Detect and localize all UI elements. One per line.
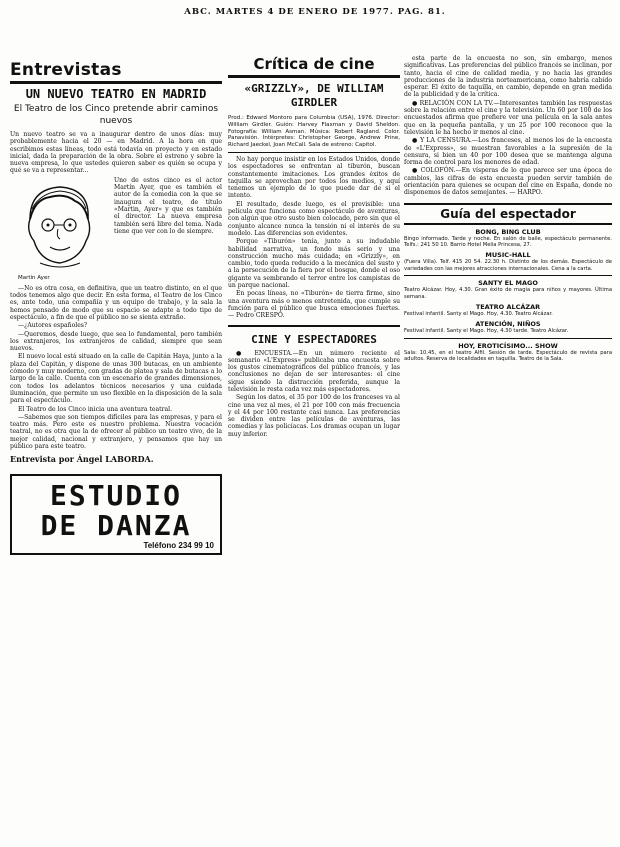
portrait-drawing bbox=[10, 179, 108, 273]
film-headline: «GRIZZLY», DE WILLIAM GIRDLER bbox=[244, 82, 384, 109]
interview-subhead: El Teatro de los Cinco pretende abrir caminos nuevos bbox=[13, 104, 219, 126]
interview-headline: UN NUEVO TEATRO EN MADRID bbox=[25, 87, 207, 101]
survey-paragraph: ● ENCUESTA.—En un número reciente el semanario «L'Express» publicaba una encuesta sobre los gustos cinematográficos del público francés, y las conclusiones no dejan de ser interesantes: el cine sigue siendo la distracción preferida, aunque la televisión le resta cada vez más espectadores. bbox=[228, 349, 400, 393]
guide-entry-body: (Fuera Villa). Telf. 415 20 54. 22.30 h. Distinto de los demás. Espectáculo de variedades con las mejores atracciones internacionales. Cena a la carta. bbox=[404, 259, 612, 272]
survey-paragraph: ● Y LA CENSURA.—Los franceses, al menos los de la encuesta de «L'Express», se muestran favorables a la supresión de la censura, si bien un 40 por 100 desea que se mantenga alguna forma de control para los menores de edad. bbox=[404, 137, 612, 167]
film-review-column bbox=[228, 55, 400, 835]
survey-paragraph: ● RELACIÓN CON LA TV.—Interesantes también las respuestas sobre la relación entre el cine y la televisión. Un 60 por 100 de los encuestados afirma que prefiere ver una película en la sala antes que en la pequeña pantalla, y un 25 por 100 reconoce que la televisión le ha hecho ir menos al cine. bbox=[404, 99, 612, 136]
divider bbox=[404, 338, 612, 339]
interview-beside-portrait: Uno de estos cinco es el actor Martín Ayer, que es también el autor de la comedia con la que se inaugura el teatro, de título «Martin, Ayer» y que es también el director. La nueva empresa también será libre del tema. Nada tiene que ver con lo de siempre. bbox=[114, 176, 222, 235]
dance-studio-ad bbox=[10, 474, 222, 555]
survey-paragraph: esta parte de la encuesta no son, sin embargo, menos significativas. Las preferencias del público francés se inclinan, por tanto, hacia el cine de calidad media, y no hacia las grandes producciones de la industria norteamericana, como habría cabido esperar. El éxito de taquilla, en cambio, depende en gran medida de la publicidad y de la crítica. bbox=[404, 55, 612, 99]
ad-line-estudio: ESTUDIO bbox=[49, 479, 182, 513]
film-credits: Prod.: Edward Montoro para Columbia (USA), 1976. Director: William Girdler. Guión: Harvey Flaxman y David Sheldon. Fotografía: William Asman. Música: Robert Ragland. Color. Panavisión. Intérpretes: Christopher George, Andrew Prine, Richard Jaeckel, Joan McCall. Sala de estreno: Capitol. bbox=[228, 115, 400, 149]
section-title-critica: Crítica de cine bbox=[228, 55, 400, 78]
guide-entry-body: Festival infantil. Santy el Mago. Hoy, 4.30. Teatro Alcázar. bbox=[404, 311, 553, 318]
guide-entry-title: BONG, BING CLUB bbox=[475, 227, 541, 236]
interview-paragraph: El Teatro de los Cinco inicia una aventura teatral. bbox=[18, 405, 173, 413]
interview-paragraph: —Sabemos que son tiempos difíciles para las empresas, y para el teatro más. Pero este es nuestro problema. Nuestra vocación teatral, no es otra que la de ofrecer al público un teatro vivo, de la mejor calidad, nacional y extranjero, y pensamos que hay un público para este teatro. bbox=[10, 413, 222, 451]
guide-entry-title: SANTY EL MAGO bbox=[478, 279, 538, 288]
guide-entry-title: TEATRO ALCÁZAR bbox=[475, 303, 541, 312]
ad-line-danza: DE DANZA bbox=[40, 509, 192, 543]
interview-signature: Entrevista por Ángel LABORDA. bbox=[10, 454, 154, 465]
interview-intro: Un nuevo teatro se va a inaugurar dentro de unos días: muy probablemente hacia el 20 — en Madrid. A la hora en que escribimos estas líneas, todo está todavía en proyecto y en estado inicial, dada la preparación de la obra. Sobre el estreno y sobre la nueva empresa, lo que ustedes quieren saber es quién se ocupa y qué se va a representar... bbox=[10, 131, 222, 175]
cine-espectadores-title: CINE Y ESPECTADORES bbox=[228, 325, 400, 346]
page-header: ABC. MARTES 4 DE ENERO DE 1977. PAG. 81. bbox=[184, 7, 446, 17]
interview-paragraph: —No es otra cosa, en definitiva, que un teatro distinto, en el que todos tenemos algo que decir. En esta forma, el Teatro de los Cinco es, ante todo, una compañía y un equipo de trabajo, y la sala la hemos pensado de modo que su espacio se adapte a todo tipo de espectáculo, a fin de que el público no se sienta extraño. bbox=[10, 284, 222, 321]
ad-phone: Teléfono 234 99 10 bbox=[143, 541, 214, 551]
review-paragraph: El resultado, desde luego, es el previsible: una película que funciona como espectáculo de aventuras, con algún que otro susto bien colocado, pero sin que el conjunto alcance nunca la tensión ni el interés de su modelo. Las diferencias son evidentes. bbox=[228, 200, 400, 237]
survey-paragraph: Según los datos, el 35 por 100 de los franceses va al cine una vez al mes, el 21 por 100 con más frecuencia y el 44 por 100 restante casi nunca. Las preferencias se dividen entre las películas de aventuras, las comedias y las policíacas. Los dramas ocupan un lugar muy inferior. bbox=[228, 394, 400, 438]
guide-title: Guía del espectador bbox=[404, 203, 612, 225]
guide-entry-body: Festival infantil. Santy el Mago. Hoy, 4.30 tarde. Teatro Alcázar. bbox=[404, 328, 569, 335]
interview-paragraph: —Queremos, desde luego, que sea lo fundamental, pero también los extranjeros, los extranjeros de calidad, siempre que sean nuevos. bbox=[10, 330, 222, 353]
survey-and-guide-column bbox=[404, 55, 612, 835]
divider bbox=[228, 152, 400, 153]
guide-entry-title: MUSIC-HALL bbox=[485, 251, 531, 260]
review-paragraph: Porque «Tiburón» tenía, junto a su indudable habilidad narrativa, un fondo más serio y una construcción mucho más cuidada; en «Grizzly», en cambio, todo queda reducido a la mecánica del susto y a la persecución de la fiera por el bosque, donde el oso gigante va sembrando el terror entre los campistas de un parque nacional. bbox=[228, 238, 400, 290]
divider bbox=[404, 275, 612, 276]
guide-entry-body: Bingo informado. Tarde y noche. En salón de baile, espectáculo permanente. Telfs.: 241 50 10. Barrio Hotel Melia Princesa, 27. bbox=[404, 235, 612, 249]
portrait-caption: Martín Ayer bbox=[18, 274, 50, 281]
interviews-column bbox=[10, 60, 222, 830]
guide-entry-body: Teatro Alcázar. Hoy, 4.30. Gran éxito de magia para niños y mayores. Última semana. bbox=[404, 287, 612, 300]
guide-entry-title: ATENCIÓN, NIÑOS bbox=[475, 320, 541, 329]
review-paragraph: En pocas líneas, no «Tiburón» de tierra firme, sino una aventura más o menos entretenida, que cumple su función para el público que busca emociones fuertes. — Pedro CRESPO. bbox=[228, 290, 400, 320]
survey-paragraph: ● COLOFÓN.—En vísperas de lo que parece ser una época de cambios, las cifras de esta encuesta pueden servir también de orientación para quienes se ocupan del cine en España, donde no disponemos de datos semejantes. — HARPO. bbox=[404, 167, 612, 197]
section-title-entrevistas: Entrevistas bbox=[10, 60, 222, 84]
interview-question: —¿Autores españoles? bbox=[18, 322, 88, 330]
guide-entry-title: HOY, EROTICÍSIMO... SHOW bbox=[458, 341, 558, 350]
portrait-illustration bbox=[10, 179, 108, 281]
interview-paragraph: El nuevo local está situado en la calle de Capitán Haya, junto a la plaza del Capitán, y dispone de unas 300 butacas, en un ambiente cómodo y muy moderno, con gradas de platea y sala de butacas a lo largo de la calle. Cuenta con un escenario de grandes dimensiones, con todos los adelantos técnicos necesarios y una cuidada iluminación, que permite un uso flexible en la disposición de la sala para el espectáculo. bbox=[10, 353, 222, 405]
review-paragraph: No hay porque insistir en los Estados Unidos, donde los espectadores se enfrentan al tiburón, buscan constantemente imitaciones. Los grandes éxitos de taquilla se aprovechan por todos los medios, y aquí tenemos un ejemplo de lo que puede dar de sí el intento. bbox=[228, 155, 400, 200]
guide-entry-body: Sala: 10.45, en el teatro Alfil. Sesión de tarde. Espectáculo de revista para adultos. Reserva de localidades en taquilla. Teatro de la Sala. bbox=[404, 349, 612, 363]
